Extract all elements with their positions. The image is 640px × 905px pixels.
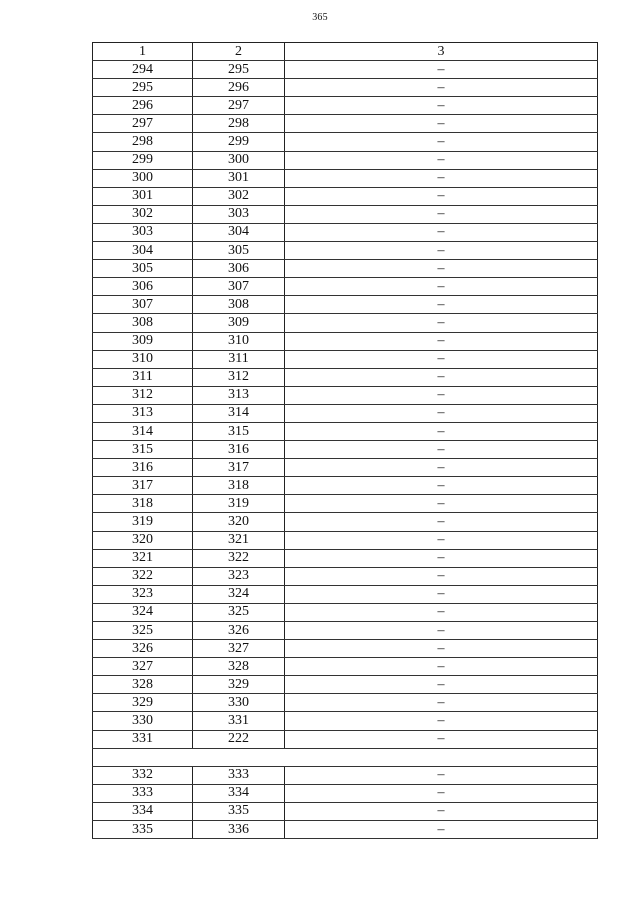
table-cell-col-2: 326 xyxy=(193,622,285,640)
table-cell-col-3: – xyxy=(285,151,598,169)
table-cell-col-3: – xyxy=(285,802,598,820)
table-row xyxy=(93,712,598,730)
table-cell-col-3: – xyxy=(285,97,598,115)
table-cell-col-2: 327 xyxy=(193,640,285,658)
table-cell-col-1: 312 xyxy=(93,386,193,404)
table-cell-col-3: – xyxy=(285,187,598,205)
table-cell-col-2: 314 xyxy=(193,404,285,422)
column-header-2: 2 xyxy=(193,43,285,61)
table-cell-col-2: 309 xyxy=(193,314,285,332)
table-cell-col-1: 301 xyxy=(93,187,193,205)
page-number: 365 xyxy=(312,12,328,23)
table-cell-col-2: 315 xyxy=(193,422,285,440)
table-row xyxy=(93,531,598,549)
table-row xyxy=(93,133,598,151)
table-cell-col-1: 327 xyxy=(93,658,193,676)
table-row xyxy=(93,513,598,531)
table-cell-col-1: 325 xyxy=(93,622,193,640)
table-cell-col-3: – xyxy=(285,115,598,133)
table-cell-col-2: 310 xyxy=(193,332,285,350)
table-cell-col-1: 316 xyxy=(93,459,193,477)
table-cell-col-3: – xyxy=(285,603,598,621)
table-row xyxy=(93,368,598,386)
table-row xyxy=(93,79,598,97)
table-cell-col-2: 297 xyxy=(193,97,285,115)
table-row xyxy=(93,151,598,169)
table-row xyxy=(93,459,598,477)
table-row xyxy=(93,766,598,784)
table-row xyxy=(93,802,598,820)
column-header-3: 3 xyxy=(285,43,598,61)
table-cell-col-3: – xyxy=(285,260,598,278)
table-row xyxy=(93,422,598,440)
table-cell-col-1: 308 xyxy=(93,314,193,332)
table-cell-col-1: 335 xyxy=(93,821,193,839)
table-row xyxy=(93,676,598,694)
table-cell-col-3: – xyxy=(285,622,598,640)
table-cell-col-2: 317 xyxy=(193,459,285,477)
table-cell-col-1: 328 xyxy=(93,676,193,694)
table-cell-col-1: 304 xyxy=(93,242,193,260)
table-cell-col-1: 319 xyxy=(93,513,193,531)
table-cell-col-1: 313 xyxy=(93,404,193,422)
table-cell-col-2: 336 xyxy=(193,821,285,839)
table-cell-col-1: 324 xyxy=(93,603,193,621)
table-cell-col-3: – xyxy=(285,61,598,79)
table-row xyxy=(93,223,598,241)
table-row xyxy=(93,115,598,133)
table-cell-col-2: 320 xyxy=(193,513,285,531)
table-cell-col-2: 299 xyxy=(193,133,285,151)
table-row xyxy=(93,603,598,621)
table-cell-col-3: – xyxy=(285,242,598,260)
table-cell-col-3: – xyxy=(285,223,598,241)
table-row xyxy=(93,205,598,223)
table-cell-col-1: 310 xyxy=(93,350,193,368)
table-cell-col-1: 295 xyxy=(93,79,193,97)
table-cell-col-1: 326 xyxy=(93,640,193,658)
table-cell-col-2: 318 xyxy=(193,477,285,495)
table-cell-col-1: 317 xyxy=(93,477,193,495)
table-cell-col-2: 322 xyxy=(193,549,285,567)
table-cell-col-1: 306 xyxy=(93,278,193,296)
table-cell-col-1: 330 xyxy=(93,712,193,730)
table-cell-col-1: 315 xyxy=(93,441,193,459)
table-cell-col-2: 331 xyxy=(193,712,285,730)
table-cell-col-3: – xyxy=(285,784,598,802)
table-row xyxy=(93,730,598,748)
table-row xyxy=(93,784,598,802)
table-cell-col-2: 308 xyxy=(193,296,285,314)
table-cell-col-2: 330 xyxy=(193,694,285,712)
table-cell-col-1: 334 xyxy=(93,802,193,820)
table-cell-col-3: – xyxy=(285,730,598,748)
table-cell-col-3: – xyxy=(285,694,598,712)
column-header-1: 1 xyxy=(93,43,193,61)
table-cell-col-3: – xyxy=(285,205,598,223)
table-cell-col-3: – xyxy=(285,350,598,368)
table-cell-col-2: 222 xyxy=(193,730,285,748)
table-cell-col-2: 303 xyxy=(193,205,285,223)
table-cell-col-3: – xyxy=(285,386,598,404)
table-cell-col-2: 334 xyxy=(193,784,285,802)
table-row xyxy=(93,242,598,260)
table-row xyxy=(93,404,598,422)
table-cell-col-3: – xyxy=(285,531,598,549)
table-cell-col-1: 318 xyxy=(93,495,193,513)
table-cell-col-2: 328 xyxy=(193,658,285,676)
table-row xyxy=(93,477,598,495)
table-cell-col-3: – xyxy=(285,404,598,422)
table-cell-col-1: 332 xyxy=(93,766,193,784)
table-cell-col-3: – xyxy=(285,495,598,513)
table-cell-col-3: – xyxy=(285,368,598,386)
table-separator-row xyxy=(93,748,598,766)
table-cell-col-1: 297 xyxy=(93,115,193,133)
table-cell-col-3: – xyxy=(285,640,598,658)
table-cell-col-2: 298 xyxy=(193,115,285,133)
table-cell-col-2: 305 xyxy=(193,242,285,260)
table-cell-col-1: 296 xyxy=(93,97,193,115)
table-cell-col-2: 296 xyxy=(193,79,285,97)
table-cell-col-3: – xyxy=(285,712,598,730)
table-cell-col-3: – xyxy=(285,441,598,459)
table-row xyxy=(93,585,598,603)
table-cell-col-2: 324 xyxy=(193,585,285,603)
table-cell-col-3: – xyxy=(285,296,598,314)
table-cell-col-1: 329 xyxy=(93,694,193,712)
table-cell-col-3: – xyxy=(285,332,598,350)
table-cell-col-1: 302 xyxy=(93,205,193,223)
table-cell-col-3: – xyxy=(285,477,598,495)
table-cell-col-3: – xyxy=(285,278,598,296)
table-cell-col-2: 335 xyxy=(193,802,285,820)
table-cell-col-2: 301 xyxy=(193,169,285,187)
table-cell-col-3: – xyxy=(285,314,598,332)
table-row xyxy=(93,332,598,350)
table-row xyxy=(93,694,598,712)
table-row xyxy=(93,296,598,314)
table-cell-col-3: – xyxy=(285,513,598,531)
table-cell-col-1: 322 xyxy=(93,567,193,585)
table-cell-col-2: 312 xyxy=(193,368,285,386)
table-cell-col-1: 305 xyxy=(93,260,193,278)
table-cell-col-1: 314 xyxy=(93,422,193,440)
table-cell-col-3: – xyxy=(285,422,598,440)
table-row xyxy=(93,350,598,368)
table-row xyxy=(93,567,598,585)
table-row xyxy=(93,622,598,640)
table-row xyxy=(93,187,598,205)
table-cell-col-3: – xyxy=(285,821,598,839)
table-separator-cell xyxy=(93,748,598,766)
table-cell-col-1: 299 xyxy=(93,151,193,169)
table-row xyxy=(93,260,598,278)
table-cell-col-3: – xyxy=(285,549,598,567)
table-cell-col-2: 329 xyxy=(193,676,285,694)
table-cell-col-2: 316 xyxy=(193,441,285,459)
data-table xyxy=(92,42,598,839)
table-cell-col-1: 323 xyxy=(93,585,193,603)
table-row xyxy=(93,97,598,115)
table-cell-col-1: 307 xyxy=(93,296,193,314)
table-row xyxy=(93,386,598,404)
table-cell-col-1: 298 xyxy=(93,133,193,151)
table-cell-col-2: 325 xyxy=(193,603,285,621)
table-cell-col-2: 311 xyxy=(193,350,285,368)
table-cell-col-2: 319 xyxy=(193,495,285,513)
table-cell-col-1: 321 xyxy=(93,549,193,567)
table-cell-col-1: 311 xyxy=(93,368,193,386)
table-row xyxy=(93,314,598,332)
table-cell-col-2: 302 xyxy=(193,187,285,205)
table-row xyxy=(93,658,598,676)
table-cell-col-3: – xyxy=(285,766,598,784)
table-cell-col-3: – xyxy=(285,676,598,694)
table-cell-col-1: 333 xyxy=(93,784,193,802)
table-row xyxy=(93,821,598,839)
table-cell-col-3: – xyxy=(285,658,598,676)
table-cell-col-2: 333 xyxy=(193,766,285,784)
table-cell-col-1: 320 xyxy=(93,531,193,549)
table-row xyxy=(93,495,598,513)
table-cell-col-3: – xyxy=(285,169,598,187)
table-row xyxy=(93,441,598,459)
table-cell-col-3: – xyxy=(285,567,598,585)
table-row xyxy=(93,549,598,567)
table-row xyxy=(93,61,598,79)
table-cell-col-3: – xyxy=(285,459,598,477)
table-cell-col-2: 306 xyxy=(193,260,285,278)
table-cell-col-2: 295 xyxy=(193,61,285,79)
table-header-row xyxy=(93,43,598,61)
table-cell-col-2: 323 xyxy=(193,567,285,585)
table-cell-col-3: – xyxy=(285,133,598,151)
table-cell-col-1: 309 xyxy=(93,332,193,350)
table-row xyxy=(93,278,598,296)
table-cell-col-3: – xyxy=(285,585,598,603)
table-cell-col-3: – xyxy=(285,79,598,97)
table-cell-col-1: 294 xyxy=(93,61,193,79)
table-cell-col-2: 304 xyxy=(193,223,285,241)
table-row xyxy=(93,169,598,187)
table-cell-col-1: 303 xyxy=(93,223,193,241)
table-cell-col-1: 331 xyxy=(93,730,193,748)
table-cell-col-2: 321 xyxy=(193,531,285,549)
table-cell-col-1: 300 xyxy=(93,169,193,187)
table-row xyxy=(93,640,598,658)
table-cell-col-2: 307 xyxy=(193,278,285,296)
table-cell-col-2: 313 xyxy=(193,386,285,404)
table-cell-col-2: 300 xyxy=(193,151,285,169)
